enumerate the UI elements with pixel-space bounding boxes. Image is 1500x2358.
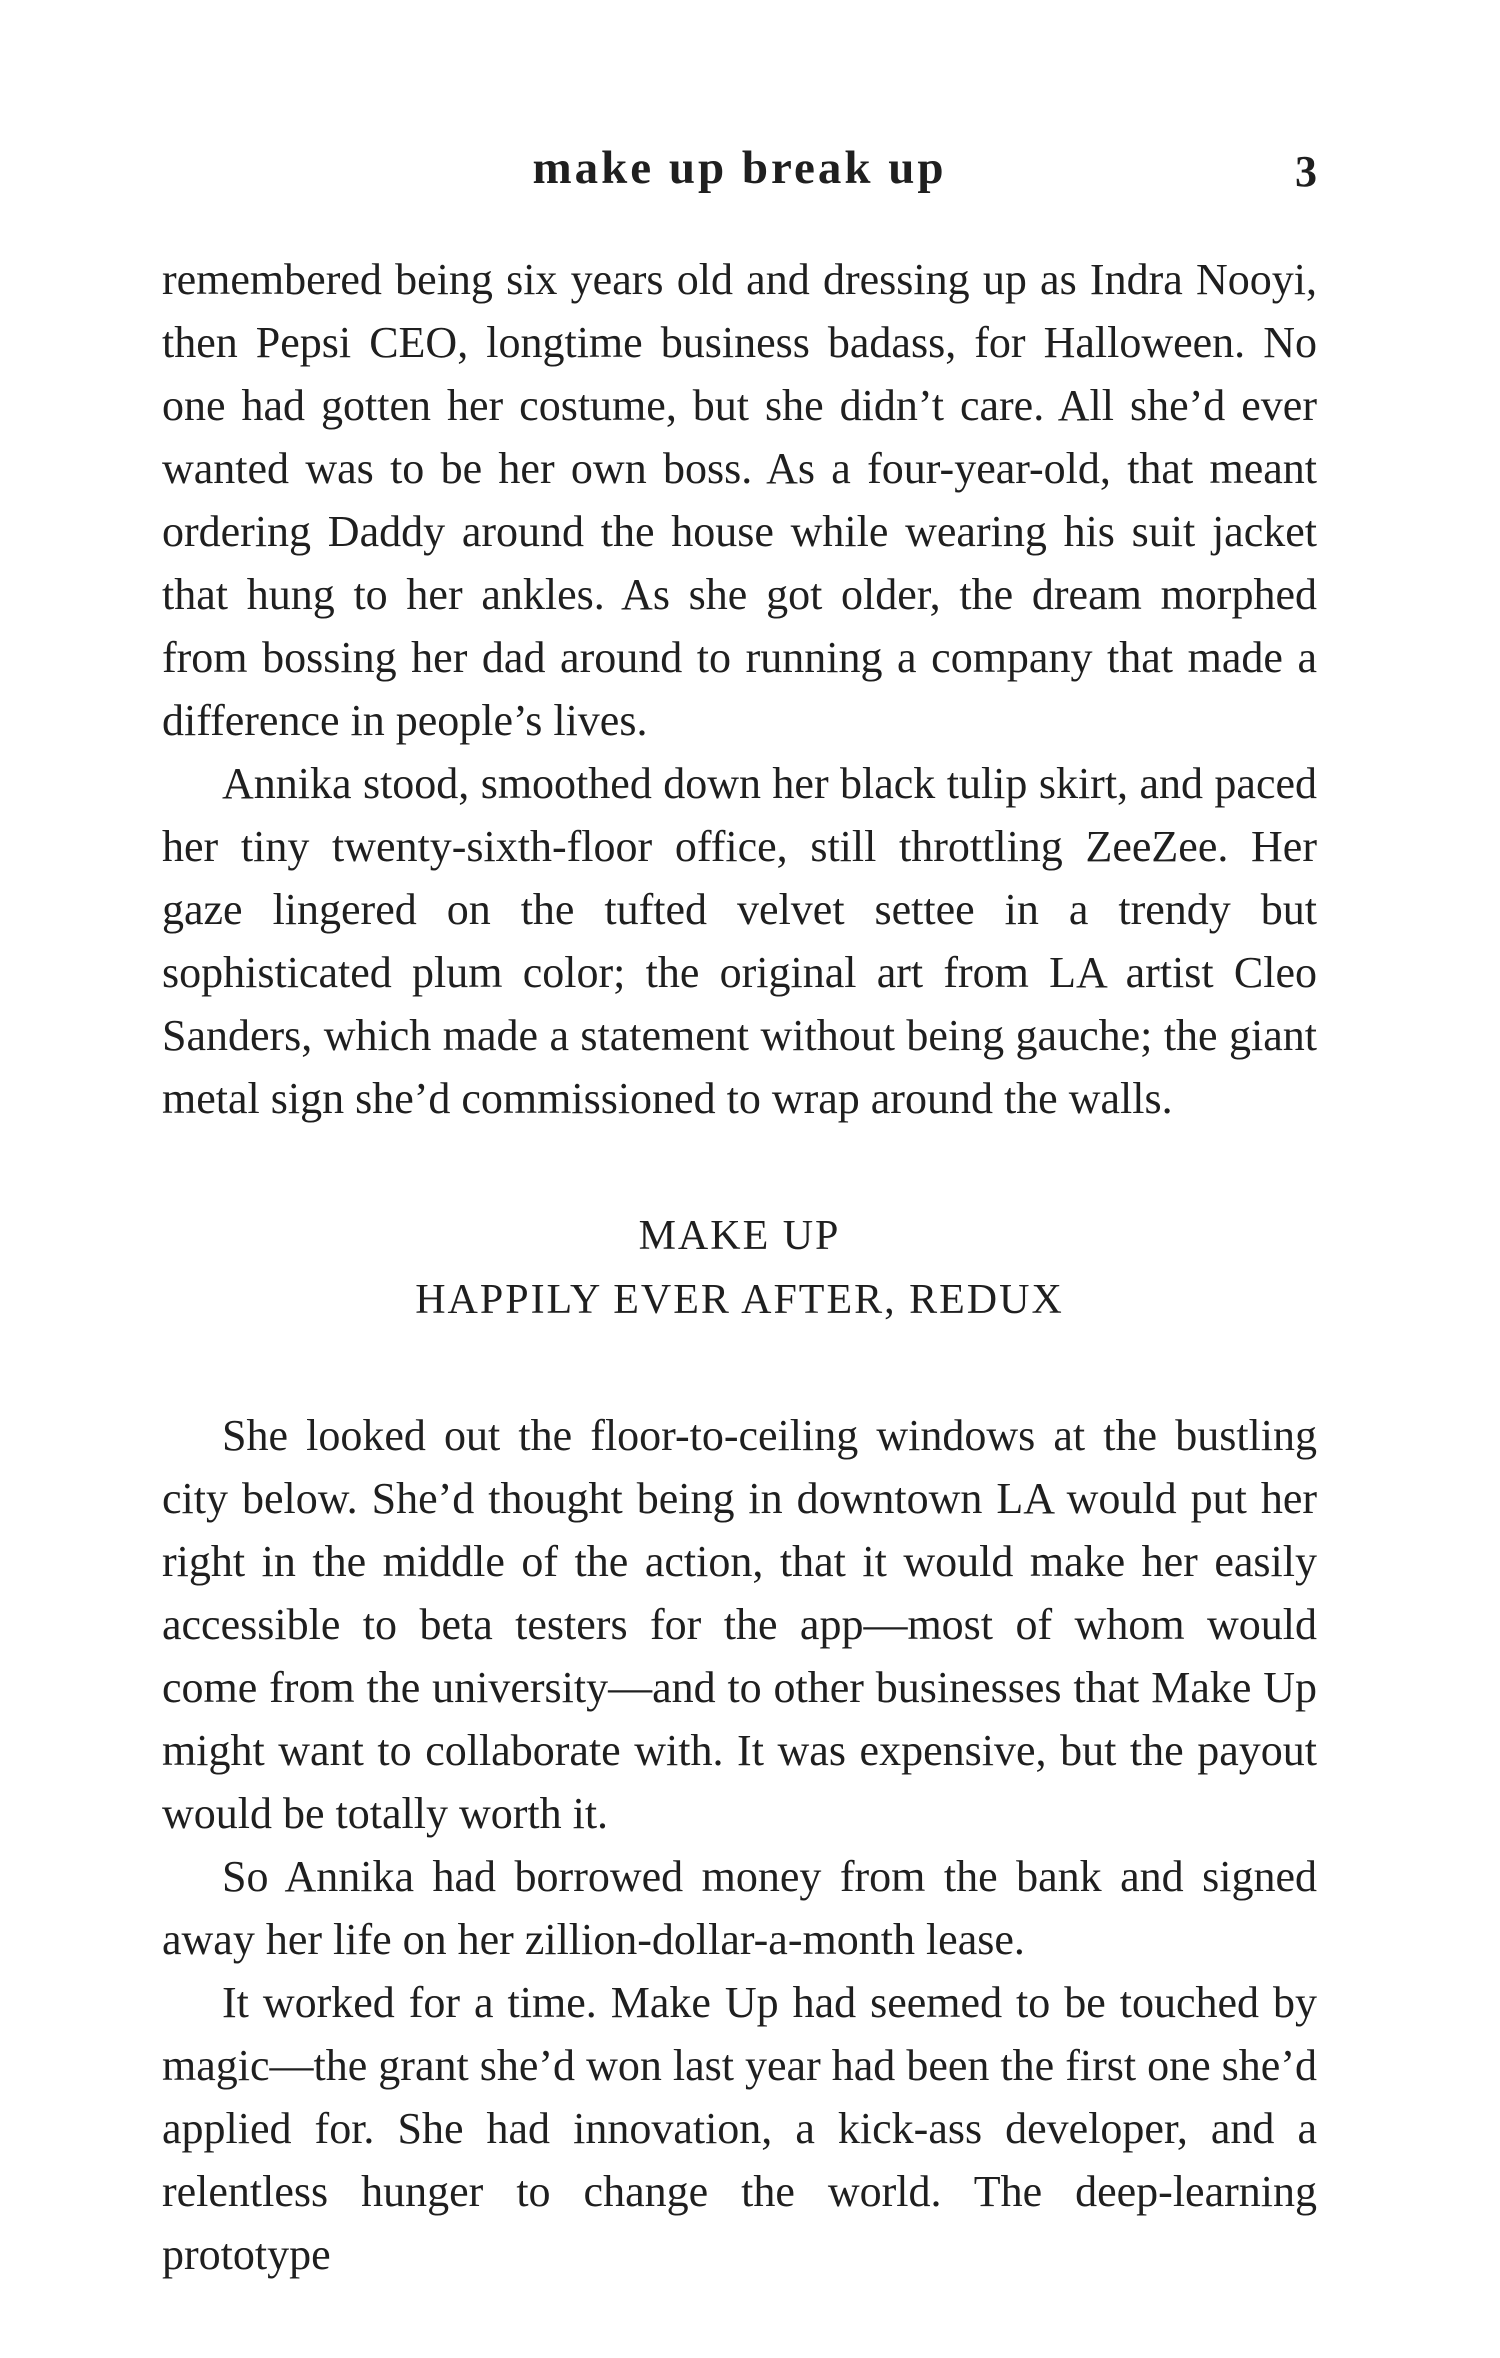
paragraph-4: So Annika had borrowed money from the bank and signed away her life on her zillion-dollar-a-month lease. xyxy=(162,1852,1317,1964)
sign-text-line-1: MAKE UP xyxy=(638,1213,841,1259)
paragraph-2: Annika stood, smoothed down her black tulip skirt, and paced her tiny twenty-sixth-floor office, still throttling ZeeZee. Her gaze lingered on the tufted velvet settee in a trendy but sophisticated plum color; the original art from LA artist Cleo Sanders, which made a statement without being gauche; the giant metal sign she’d commissioned to wrap around the walls. xyxy=(162,759,1317,1123)
paragraph-1: remembered being six years old and dressing up as Indra Nooyi, then Pepsi CEO, longtime business badass, for Halloween. No one had gotten her costume, but she didn’t care. All she’d ever wanted was to be her own boss. As a four-year-old, that meant ordering Daddy around the house while wearing his suit jacket that hung to her ankles. As she got older, the dream morphed from bossing her dad around to running a company that made a difference in people’s lives. xyxy=(162,255,1317,745)
page-number: 3 xyxy=(1295,147,1317,196)
page-header xyxy=(162,138,1317,198)
sign-text-heading xyxy=(162,1130,1317,1404)
paragraph-3: She looked out the floor-to-ceiling windows at the bustling city below. She’d thought being in downtown LA would put her right in the middle of the action, that it would make her easily accessible to beta testers for the app—most of whom would come from the university—and to other businesses that Make Up might want to collaborate with. It was expensive, but the payout would be totally worth it. xyxy=(162,1411,1317,1838)
page-body xyxy=(162,248,1317,2286)
running-head: make up break up xyxy=(532,142,947,194)
sign-text-line-2: HAPPILY EVER AFTER, REDUX xyxy=(415,1277,1064,1323)
paragraph-5: It worked for a time. Make Up had seemed to be touched by magic—the grant she’d won last year had been the first one she’d applied for. She had innovation, a kick-ass developer, and a relentless hunger to change the world. The deep-learning prototype xyxy=(162,1978,1317,2279)
